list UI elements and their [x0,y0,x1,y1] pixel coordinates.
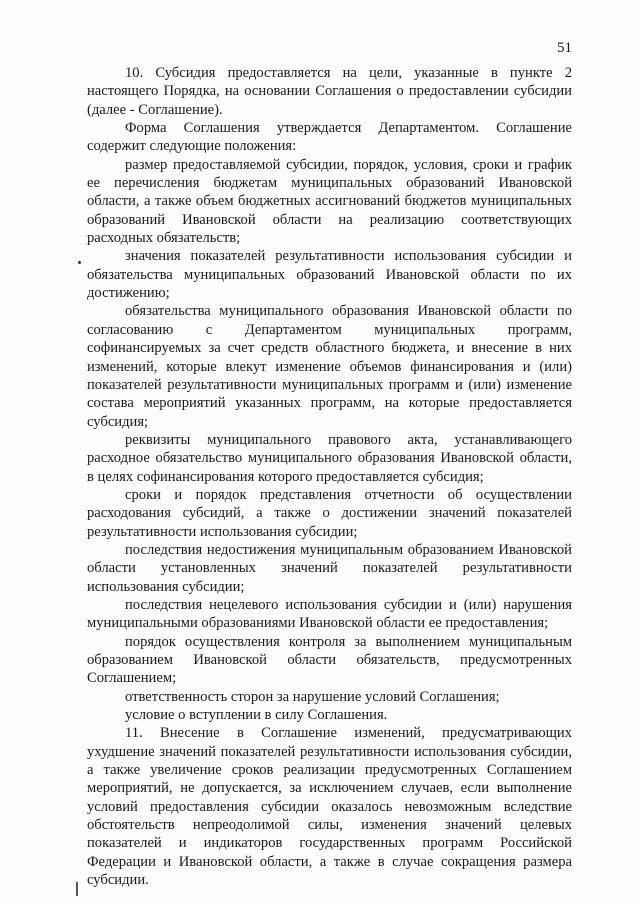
paragraph-legal-act-details: реквизиты муниципального правового акта, устанавливающего расходное обязательство муниципального образования Ивановской области, в целях софинансирования которого предоставляется субсидия; [87,431,572,485]
paragraph-non-achievement: последствия недостижения муниципальным образованием Ивановской области установленных значений показателей результативности использования субсидии; [87,541,572,595]
paragraph-misuse: последствия нецелевого использования субсидии и (или) нарушения муниципальными образованиями Ивановской области ее предоставления; [87,596,572,632]
scan-edge-mark [76,882,78,896]
document-body [87,64,572,889]
page-number: 51 [557,40,572,56]
paragraph-clause-10: 10. Субсидия предоставляется на цели, указанные в пункте 2 настоящего Порядка, на основании Соглашения о предоставлении субсидии (далее - Соглашение). [87,65,572,118]
paragraph-performance-indicators: значения показателей результативности использования субсидии и обязательства муниципальных образований Ивановской области по их достижению; [87,248,572,302]
paragraph-reporting: сроки и порядок представления отчетности об осуществлении расходования субсидий, а также о достижении значений показателей результативности использования субсидии; [87,486,572,540]
paragraph-agreement-form: Форма Соглашения утверждается Департаментом. Соглашение содержит следующие положения: [87,120,572,155]
scan-speck [78,261,81,264]
paragraph-entry-into-force: условие о вступлении в силу Соглашения. [125,707,388,724]
paragraph-control: порядок осуществления контроля за выполнением муниципальным образованием Ивановской области обязательств, предусмотренных Соглашением; [87,633,572,687]
paragraph-clause-11: 11. Внесение в Соглашение изменений, предусматривающих ухудшение значений показателей результативности использования субсидии, а также увеличение сроков реализации предусмотренных Соглашением мероприятий, не допускается, за исключением случаев, если выполнение условий предоставления субсидии оказалось невозможным вследствие обстоятельств непреодолимой силы, изменения значений целевых показателей и индикаторов государственных программ Российской Федерации и Ивановской области, а также в случае сокращения размера субсидии. [87,725,572,889]
paragraph-program-obligations: обязательства муниципального образования Ивановской области по согласованию с Департаментом муниципальных программ, софинансируемых за счет средств областного бюджета, и внесение в них изменений, которые влекут изменение объемов финансирования и (или) показателей результативности муниципальных программ и (или) изменение состава мероприятий указанных программ, на которые предоставляется субсидия; [87,303,572,430]
paragraph-liability: ответственность сторон за нарушение условий Соглашения; [125,688,500,705]
paragraph-subsidy-size: размер предоставляемой субсидии, порядок, условия, сроки и график ее перечисления бюджетам муниципальных образований Ивановской области, а также объем бюджетных ассигнований бюджетов муниципальных образований Ивановской области на реализацию соответствующих расходных обязательств; [87,156,572,247]
